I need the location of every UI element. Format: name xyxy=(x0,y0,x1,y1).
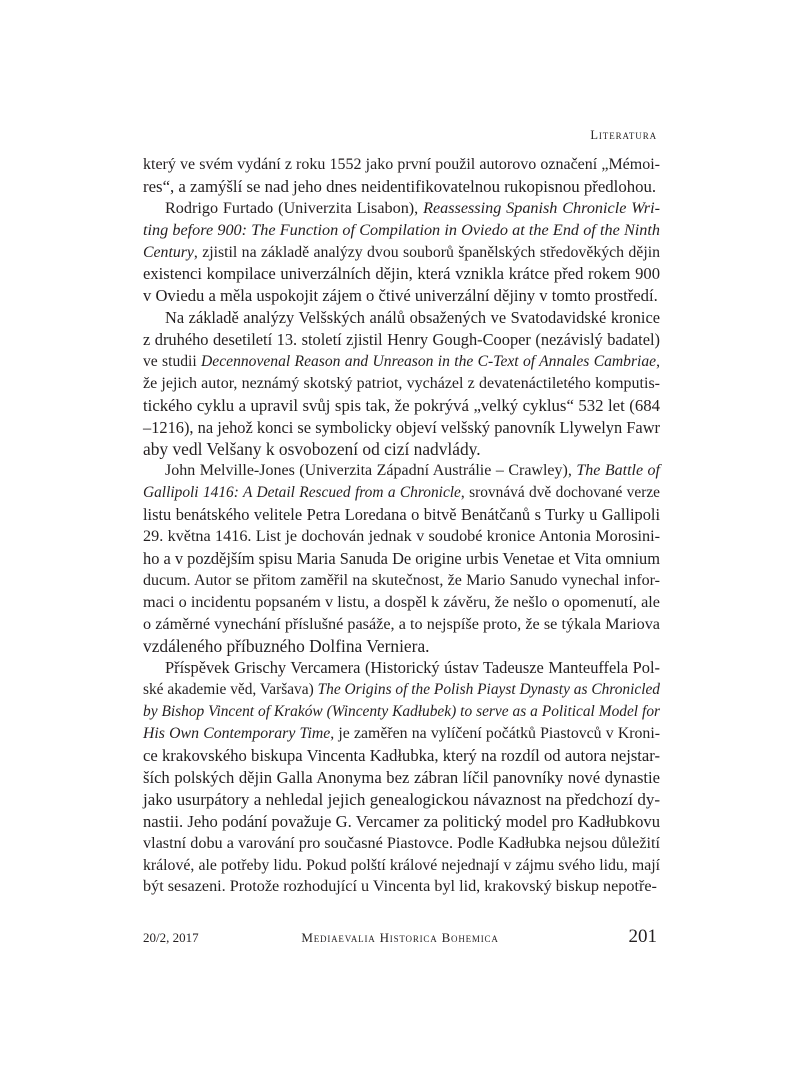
text-segment: res“, a zamýšlí se nad jeho dnes neidentifikovatelnou rukopisnou předlohou. xyxy=(143,176,657,196)
text-line xyxy=(143,504,660,526)
text-line xyxy=(143,876,660,898)
text-segment: Příspěvek Grischy Vercamera (Historický ústav Tadeusze Manteuffela Pol- xyxy=(165,658,660,678)
text-segment: ve studii xyxy=(143,353,202,371)
body-text xyxy=(143,154,660,898)
italic-title-text: The Origins of the Polish Piayst Dynasty as Chronicled xyxy=(317,681,660,699)
text-line xyxy=(143,329,660,351)
text-segment: listu benátského velitele Petra Loredana o bitvě Benátčanů s Turky u Gallipoli xyxy=(143,505,660,525)
text-segment: z druhého desetiletí 13. století zjistil Henry Gough-Cooper (nezávislý badatel) xyxy=(143,330,660,350)
text-segment: vzdáleného příbuzného Dolfina Verniera. xyxy=(143,635,430,656)
text-line xyxy=(143,176,660,198)
footer-issue: 20/2, 2017 xyxy=(143,930,199,945)
text-line xyxy=(143,614,660,636)
text-segment: tického cyklu a upravil svůj spis tak, že pokrývá „velký cyklus“ 532 let (684 xyxy=(143,395,660,415)
italic-title-text: His Own Contemporary Time xyxy=(143,725,331,743)
italic-title-text: ting before 900: The Function of Compilation in Oviedo at the End of the Ninth xyxy=(143,220,660,239)
paragraph xyxy=(143,460,660,657)
text-segment: John Melville-Jones (Univerzita Západní Austrálie – Crawley), xyxy=(165,462,577,480)
text-line xyxy=(143,592,660,614)
text-line xyxy=(143,242,660,264)
text-segment: který ve svém vydání z roku 1552 jako první použil autorovo označení „Mémoi- xyxy=(143,156,660,173)
paragraph xyxy=(143,198,660,307)
text-segment: vlastní dobu a varování pro současné Piastovce. Podle Kadłubka nejsou důležití xyxy=(143,833,660,852)
text-segment: v Oviedu a měla uspokojit zájem o čtivé univerzální dějiny v tomto prostředí. xyxy=(143,286,658,306)
text-line xyxy=(143,285,660,307)
text-line xyxy=(143,482,660,504)
italic-title-text: The Battle of xyxy=(576,462,661,480)
running-head: Literatura xyxy=(590,128,657,142)
text-line xyxy=(143,833,660,855)
text-line xyxy=(143,351,660,373)
paragraph xyxy=(143,154,660,198)
text-line xyxy=(143,307,660,329)
text-segment: ské akademie věd, Varšava) xyxy=(143,681,318,699)
text-segment: jako usurpátory a nehledal jejich genealogickou návaznost na předchozí dy- xyxy=(143,789,660,809)
page-number: 201 xyxy=(628,926,657,947)
italic-title-text: Reassessing Spanish Chronicle Wri- xyxy=(423,198,660,217)
text-segment: ce krakovského biskupa Vincenta Kadłubka, který na rozdíl od autora nejstar- xyxy=(143,746,660,766)
footer-journal-title: Mediaevalia Historica Bohemica xyxy=(301,930,499,945)
italic-title-text: Century xyxy=(143,243,194,261)
text-line xyxy=(143,570,660,592)
paragraph xyxy=(143,307,660,460)
text-segment: být sesazeni. Protože rozhodující u Vincenta byl lid, krakovský biskup nepotře- xyxy=(143,877,657,896)
text-line xyxy=(143,198,660,220)
text-line xyxy=(143,789,660,811)
text-segment: ších polských dějin Galla Anonyma bez zábran líčil panovníky nové dynastie xyxy=(143,767,660,787)
text-segment: , srovnává dvě dochované verze xyxy=(460,484,660,502)
text-line xyxy=(143,373,660,395)
text-segment: ducum. Autor se přitom zaměřil na skutečnost, že Mario Sanudo vynechal infor- xyxy=(143,571,660,589)
italic-title-text: Decennovenal Reason and Unreason in the C-Text of Annales Cambriae xyxy=(201,353,657,371)
text-line xyxy=(143,679,660,701)
text-line xyxy=(143,417,660,439)
text-line xyxy=(143,767,660,789)
text-line xyxy=(143,657,660,679)
paragraph xyxy=(143,657,660,898)
text-segment: králové, ale potřeby lidu. Pokud polští králové nejednají v zájmu svého lidu, mají xyxy=(143,856,660,874)
italic-title-text: by Bishop Vincent of Kraków (Wincenty Kadłubek) to serve as a Political Model for xyxy=(143,703,660,721)
text-segment: Rodrigo Furtado (Univerzita Lisabon), xyxy=(165,198,424,217)
text-segment: , je zaměřen na vylíčení počátků Piastovců v Kroni- xyxy=(330,725,660,743)
text-line xyxy=(143,220,660,242)
text-segment: že jejich autor, neznámý skotský patriot, vycházel z devatenáctiletého komputis- xyxy=(143,374,660,392)
text-segment: , zjistil na základě analýzy dvou souborů španělských středověkých dějin xyxy=(193,243,660,261)
text-segment: ho a v pozdějším spisu Maria Sanuda De origine urbis Venetae et Vita omnium xyxy=(143,549,660,569)
text-segment: aby vedl Velšany k osvobození od cizí nadvlády. xyxy=(143,438,481,459)
text-line xyxy=(143,745,660,767)
text-line xyxy=(143,811,660,833)
text-segment: 29. května 1416. List je dochován jednak v soudobé kronice Antonia Morosini- xyxy=(143,527,660,546)
text-line xyxy=(143,263,660,285)
text-line xyxy=(143,460,660,482)
text-segment: maci o incidentu popsaném v listu, a dospěl k závěru, že nešlo o opomenutí, ale xyxy=(143,592,660,611)
text-segment: nastii. Jeho podání považuje G. Vercamer za politický model pro Kadłubkovu xyxy=(143,811,660,831)
text-segment: , xyxy=(656,353,660,371)
text-line xyxy=(143,855,660,877)
text-line xyxy=(143,439,660,461)
page-footer xyxy=(143,926,657,948)
text-segment: –1216), na jehož konci se symbolicky objeví velšský panovník Llywelyn Fawr xyxy=(143,417,660,437)
text-line xyxy=(143,154,660,176)
italic-title-text: Gallipoli 1416: A Detail Rescued from a Chronicle xyxy=(143,484,461,502)
text-line xyxy=(143,526,660,548)
text-segment: existenci kompilace univerzálních dějin, která vznikla krátce před rokem 900 xyxy=(143,264,660,284)
text-segment: Na základě analýzy Velšských análů obsažených ve Svatodavidské kronice xyxy=(165,308,660,328)
text-segment: o záměrné vynechání příslušné pasáže, a to nejspíše proto, že se týkala Mariova xyxy=(143,614,660,633)
text-line xyxy=(143,723,660,745)
text-line xyxy=(143,636,660,658)
text-line xyxy=(143,701,660,723)
text-line xyxy=(143,395,660,417)
text-line xyxy=(143,548,660,570)
